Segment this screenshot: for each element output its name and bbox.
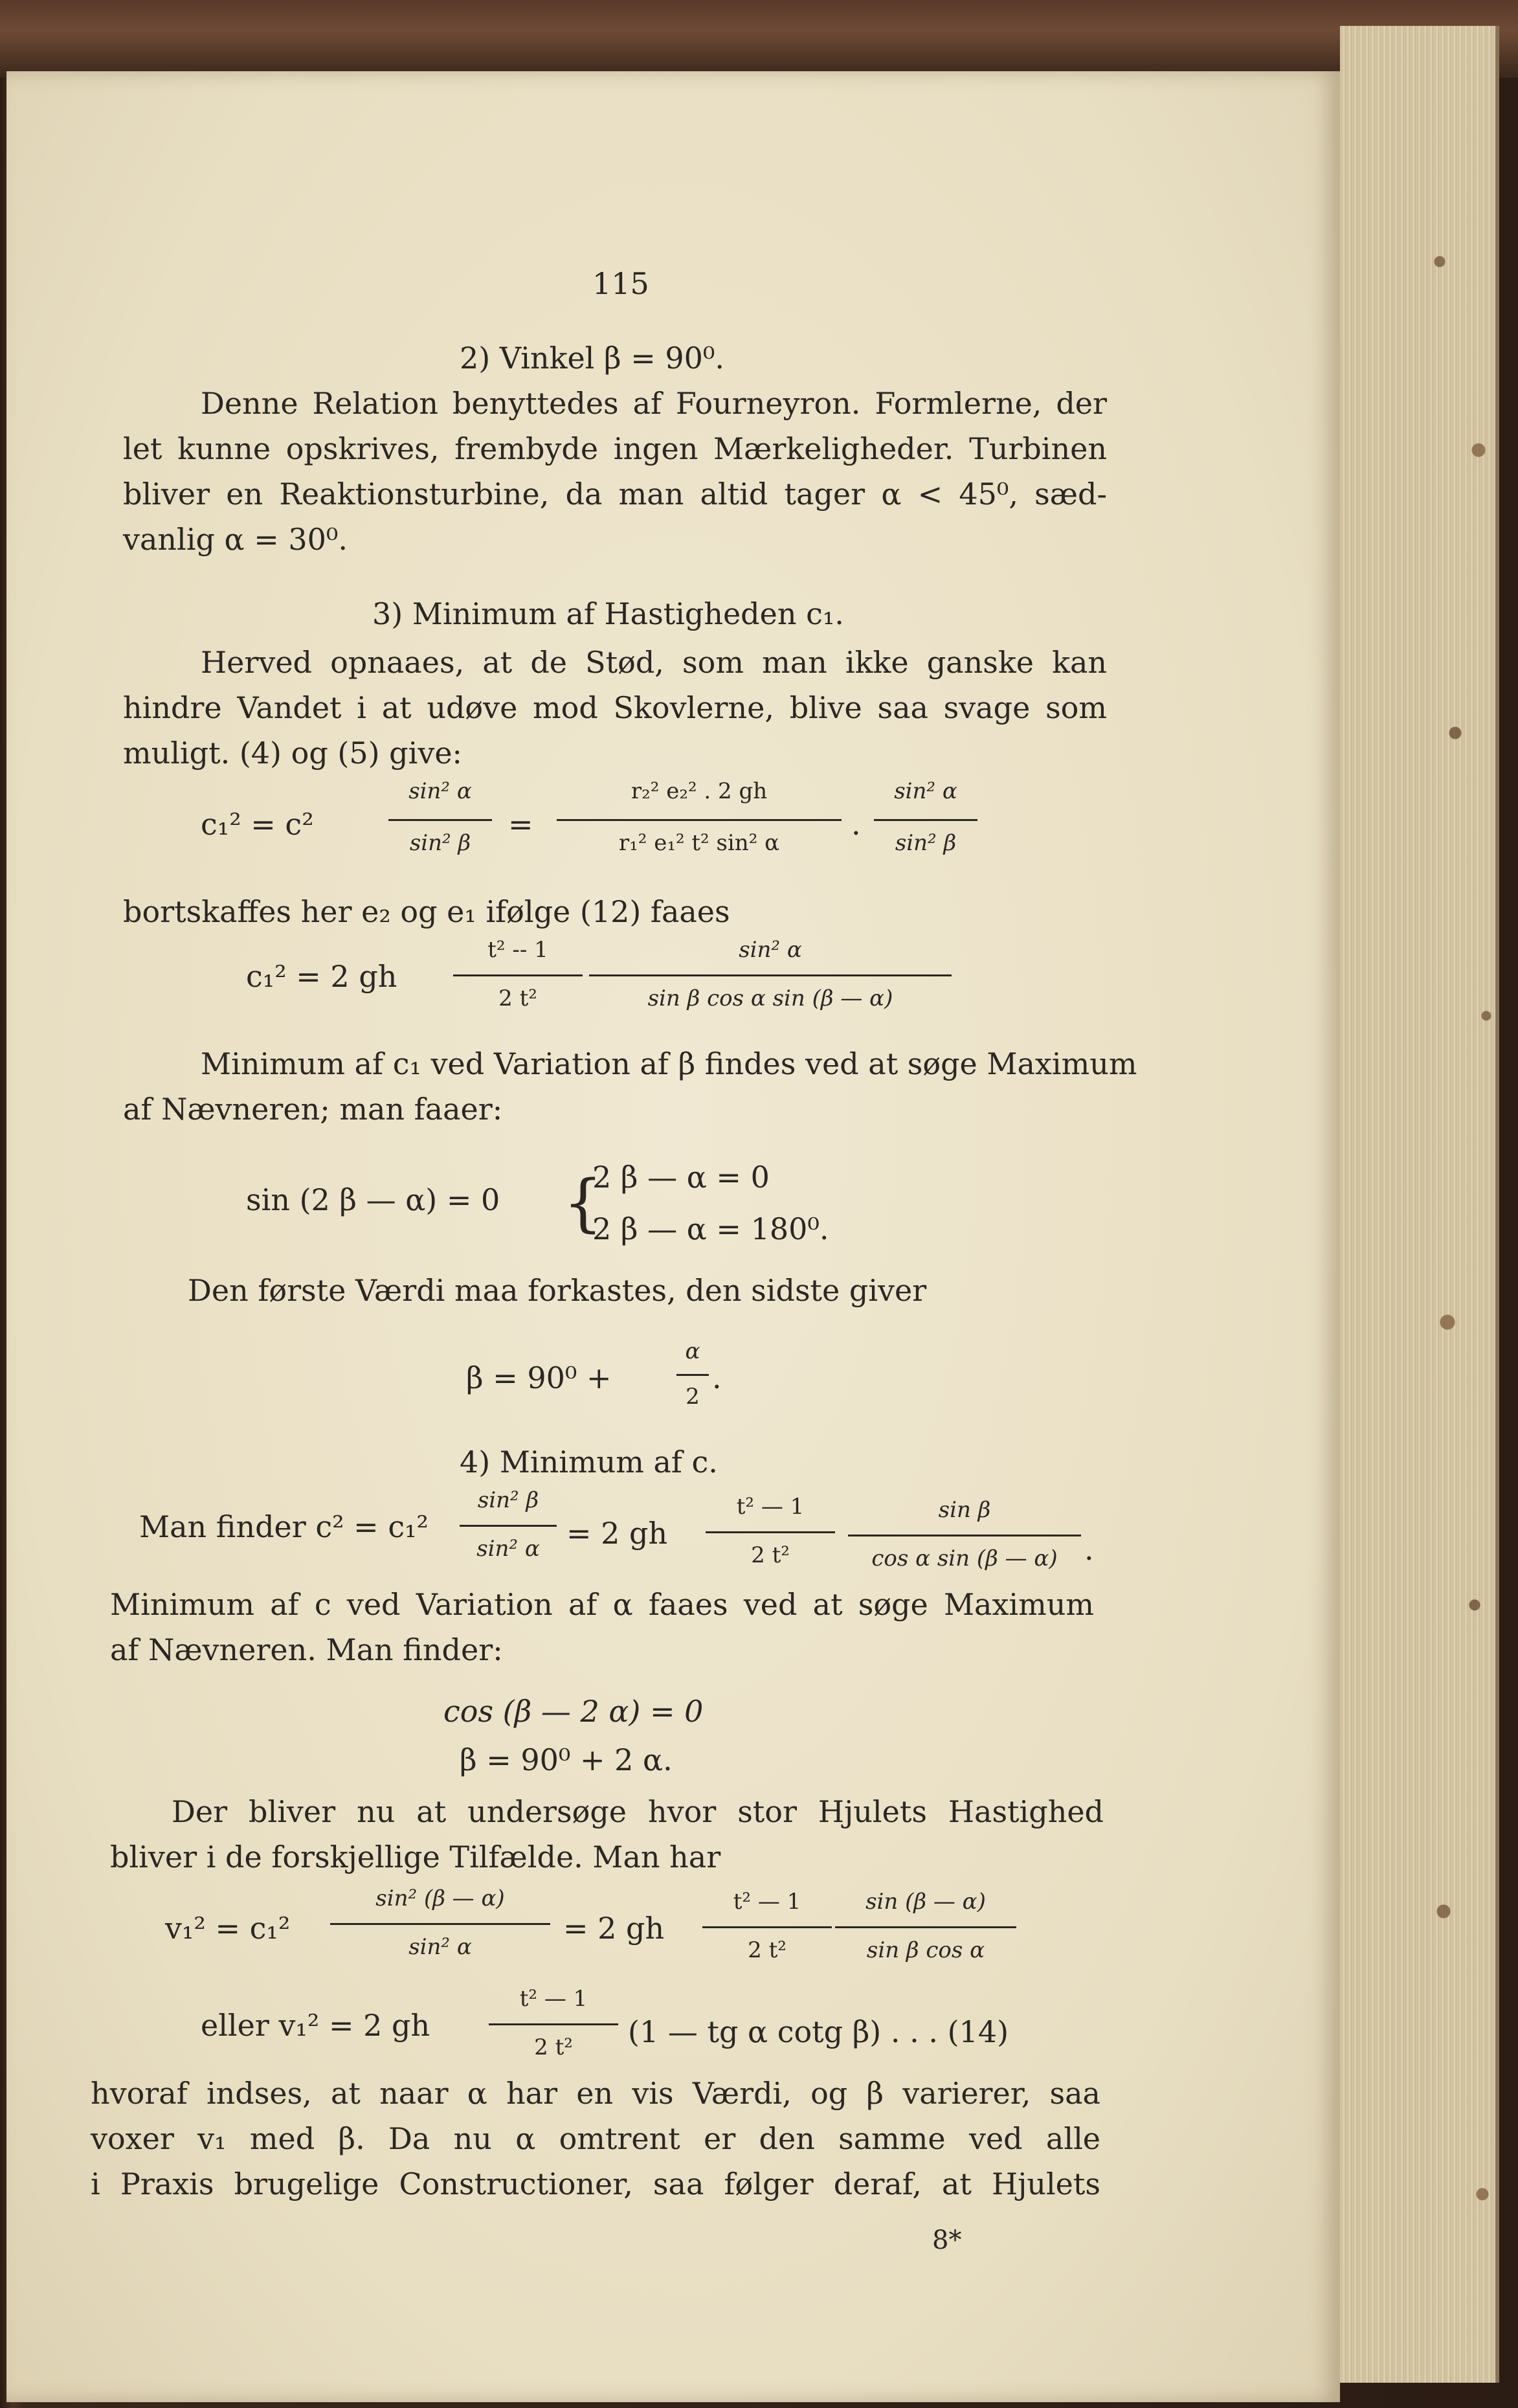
- eq5-frac2-den: 2 t²: [751, 1542, 790, 1568]
- fraction-bar: [874, 819, 977, 821]
- fraction-bar: [706, 1531, 835, 1533]
- body-line: hindre Vandet i at udøve mod Skovlerne, blive saa svage som: [123, 690, 1107, 725]
- eq1-frac3-num: sin² α: [894, 778, 957, 804]
- eq5-frac2-num: t² — 1: [736, 1494, 805, 1520]
- eq7-mid: = 2 gh: [563, 1911, 665, 1946]
- body-line: let kunne opskrives, frembyde ingen Mærkeligheder. Turbinen: [123, 431, 1107, 466]
- cover-speckle: [1424, 26, 1502, 2383]
- section4-heading: 4) Minimum af c.: [460, 1445, 718, 1480]
- eq6-line1: cos (β — 2 α) = 0: [443, 1694, 704, 1729]
- fraction-bar: [330, 1923, 550, 1925]
- body-line: af Nævneren. Man finder:: [110, 1632, 503, 1667]
- fraction-bar: [676, 1374, 709, 1376]
- body-line: af Nævneren; man faaer:: [123, 1092, 503, 1127]
- eq2-frac1-num: t² -- 1: [487, 937, 548, 963]
- eq1-frac1-den: sin² β: [409, 830, 471, 856]
- eq7-frac2-num: t² — 1: [733, 1889, 801, 1915]
- body-line: Minimum af c₁ ved Variation af β findes ved at søge Maximum: [201, 1046, 1137, 1081]
- fraction-bar: [388, 819, 492, 821]
- eq3-lhs: sin (2 β — α) = 0: [246, 1182, 500, 1217]
- fraction-bar: [835, 1926, 1016, 1928]
- eq1-frac2-den: r₁² e₁² t² sin² α: [618, 830, 780, 856]
- eq7-frac2-den: 2 t²: [748, 1937, 787, 1963]
- body-line: bortskaffes her e₂ og e₁ ifølge (12) faaes: [123, 894, 730, 929]
- eq2-frac2-num: sin² α: [739, 937, 802, 963]
- eq1-dot: .: [851, 807, 861, 842]
- body-line: Minimum af c ved Variation af α faaes ved at søge Maximum: [110, 1587, 1094, 1622]
- eq5-frac3-den: cos α sin (β — α): [871, 1546, 1058, 1571]
- eq3-brace: {: [563, 1167, 603, 1239]
- eq1-frac2-num: r₂² e₂² . 2 gh: [631, 778, 768, 804]
- eq5-end: .: [1084, 1532, 1094, 1567]
- eq6-line2: β = 90⁰ + 2 α.: [460, 1742, 673, 1777]
- eq5-mid: = 2 gh: [566, 1516, 668, 1551]
- body-line: bliver i de forskjellige Tilfælde. Man har: [110, 1840, 721, 1874]
- eq4-lhs: β = 90⁰ +: [466, 1360, 612, 1395]
- eq1-frac1-num: sin² α: [408, 778, 472, 804]
- fraction-bar: [702, 1926, 832, 1928]
- eq8-den: 2 t²: [534, 2034, 573, 2060]
- eq5-prefix: Man finder c² = c₁²: [139, 1509, 429, 1544]
- eq7-frac3-den: sin β cos α: [866, 1937, 985, 1963]
- body-line: Der bliver nu at undersøge hvor stor Hjulets Hastighed: [172, 1794, 1104, 1829]
- body-line: muligt. (4) og (5) give:: [123, 736, 463, 771]
- fraction-bar: [460, 1525, 557, 1527]
- eq2-lhs: c₁² = 2 gh: [246, 959, 397, 994]
- book-page: [6, 71, 1340, 2402]
- eq1-frac3-den: sin² β: [895, 830, 957, 856]
- body-line: bliver en Reaktionsturbine, da man altid tager α < 45⁰, sæd-: [123, 477, 1107, 512]
- eq8-lhs: eller v₁² = 2 gh: [201, 2008, 430, 2043]
- eq2-frac1-den: 2 t²: [498, 985, 537, 1011]
- body-line: i Praxis brugelige Constructioner, saa følger deraf, at Hjulets: [91, 2166, 1100, 2201]
- eq7-frac1-num: sin² (β — α): [375, 1885, 505, 1911]
- eq7-frac3-num: sin (β — α): [865, 1889, 986, 1915]
- page-number: 115: [592, 266, 649, 301]
- eq4-end: .: [712, 1360, 722, 1395]
- eq7-lhs: v₁² = c₁²: [165, 1911, 291, 1946]
- eq8-num: t² — 1: [519, 1986, 588, 2012]
- fraction-bar: [557, 819, 842, 821]
- eq5-frac3-num: sin β: [938, 1497, 991, 1523]
- body-line: vanlig α = 30⁰.: [123, 522, 348, 557]
- body-line: voxer v₁ med β. Da nu α omtrent er den samme ved alle: [91, 2121, 1100, 2156]
- eq4-num: α: [685, 1338, 700, 1364]
- eq3-case2: 2 β — α = 180⁰.: [592, 1211, 829, 1246]
- body-line: Herved opnaaes, at de Stød, som man ikke ganske kan: [201, 645, 1107, 680]
- eq2-frac2-den: sin β cos α sin (β — α): [647, 985, 893, 1011]
- eq7-frac1-den: sin² α: [408, 1934, 472, 1960]
- body-line: Den første Værdi maa forkastes, den sidste giver: [188, 1273, 927, 1308]
- fraction-bar: [589, 974, 952, 976]
- section3-heading: 3) Minimum af Hastigheden c₁.: [372, 596, 844, 631]
- eq1-lhs: c₁² = c²: [201, 807, 314, 842]
- eq1-equals: =: [508, 807, 533, 842]
- eq5-frac1-den: sin² α: [476, 1536, 540, 1562]
- section2-heading: 2) Vinkel β = 90⁰.: [460, 341, 724, 376]
- body-line: Denne Relation benyttedes af Fourneyron. Formlerne, der: [201, 386, 1107, 421]
- book-top-edge: [0, 0, 1518, 78]
- eq3-case1: 2 β — α = 0: [592, 1160, 770, 1195]
- fraction-bar: [453, 974, 583, 976]
- eq4-den: 2: [686, 1384, 700, 1410]
- signature-mark: 8*: [932, 2225, 962, 2255]
- fraction-bar: [848, 1535, 1081, 1536]
- body-line: hvoraf indses, at naar α har en vis Værdi, og β varierer, saa: [91, 2076, 1100, 2111]
- fraction-bar: [489, 2023, 618, 2025]
- eq8-rhs: (1 — tg α cotg β) . . . (14): [628, 2014, 1009, 2049]
- eq5-frac1-num: sin² β: [477, 1487, 539, 1513]
